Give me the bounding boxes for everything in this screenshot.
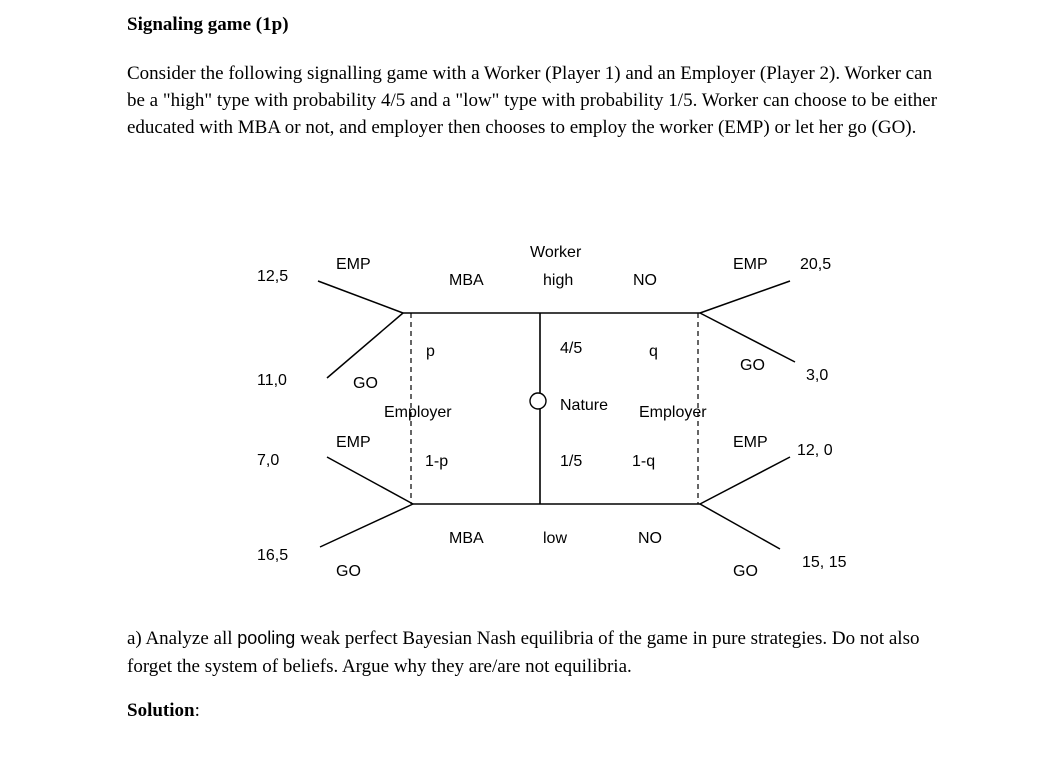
question-prefix: a) Analyze all bbox=[127, 628, 238, 649]
no-bottom-label: NO bbox=[638, 530, 662, 547]
payoff-high-mba-emp: 12,5 bbox=[257, 268, 289, 285]
mba-top-label: MBA bbox=[449, 272, 484, 289]
payoff-low-no-emp: 12, 0 bbox=[797, 442, 833, 459]
employer-right-label: Employer bbox=[639, 404, 707, 421]
problem-description: Consider the following signalling game with a Worker (Player 1) and an Employer (Player 2). Worker can be a "high" type with probability 4/5 and a "low" type with probability 1/5. Worker can choose to be either educated with MBA or not, and employer then chooses to employ the worker (EMP) or let her go (GO). bbox=[127, 63, 938, 138]
edge-low-no-emp bbox=[700, 457, 790, 504]
go-bottom-right-label: GO bbox=[733, 563, 758, 580]
emp-top-left-label: EMP bbox=[336, 256, 371, 273]
high-type-label: high bbox=[543, 272, 574, 289]
edge-low-mba-emp bbox=[327, 457, 413, 504]
go-top-left-label: GO bbox=[353, 375, 378, 392]
question-suffix: weak perfect Bayesian Nash equilibria of the game in pure strategies. Do not also forget the system of beliefs. Argue why they are/are not equilibria. bbox=[127, 628, 920, 677]
payoff-low-mba-emp: 7,0 bbox=[257, 452, 280, 469]
belief-q-label: q bbox=[649, 343, 658, 360]
edge-high-no-go bbox=[700, 313, 795, 362]
section-heading: Signaling game (1p) bbox=[127, 14, 289, 35]
prob-low-label: 1/5 bbox=[560, 453, 583, 470]
low-type-label: low bbox=[543, 530, 568, 547]
belief-p-label: p bbox=[426, 343, 435, 360]
payoff-high-no-go: 3,0 bbox=[806, 367, 829, 384]
emp-bottom-left-label: EMP bbox=[336, 434, 371, 451]
solution-colon: : bbox=[194, 700, 200, 721]
edge-low-no-go bbox=[700, 504, 780, 549]
emp-bottom-right-label: EMP bbox=[733, 434, 768, 451]
edge-high-mba-go bbox=[327, 313, 403, 378]
emp-top-right-label: EMP bbox=[733, 256, 768, 273]
solution-label bbox=[127, 700, 200, 722]
edge-high-mba-emp bbox=[318, 281, 403, 313]
worker-label: Worker bbox=[530, 244, 582, 261]
nature-label: Nature bbox=[560, 397, 609, 414]
edge-high-no-emp bbox=[700, 281, 790, 313]
nature-node bbox=[530, 393, 546, 409]
solution-word: Solution bbox=[127, 700, 195, 721]
go-bottom-left-label: GO bbox=[336, 563, 361, 580]
belief-1p-label: 1-p bbox=[425, 453, 449, 470]
go-top-right-label: GO bbox=[740, 357, 765, 374]
question-pooling-word: pooling bbox=[237, 628, 296, 648]
prob-high-label: 4/5 bbox=[560, 340, 583, 357]
payoff-high-no-emp: 20,5 bbox=[800, 256, 832, 273]
mba-bottom-label: MBA bbox=[449, 530, 484, 547]
payoff-high-mba-go: 11,0 bbox=[257, 372, 287, 389]
no-top-label: NO bbox=[633, 272, 657, 289]
payoff-low-mba-go: 16,5 bbox=[257, 547, 289, 564]
question-a bbox=[127, 624, 957, 681]
employer-left-label: Employer bbox=[384, 404, 452, 421]
belief-1q-label: 1-q bbox=[632, 453, 656, 470]
payoff-low-no-go: 15, 15 bbox=[802, 554, 847, 571]
edge-low-mba-go bbox=[320, 504, 413, 547]
